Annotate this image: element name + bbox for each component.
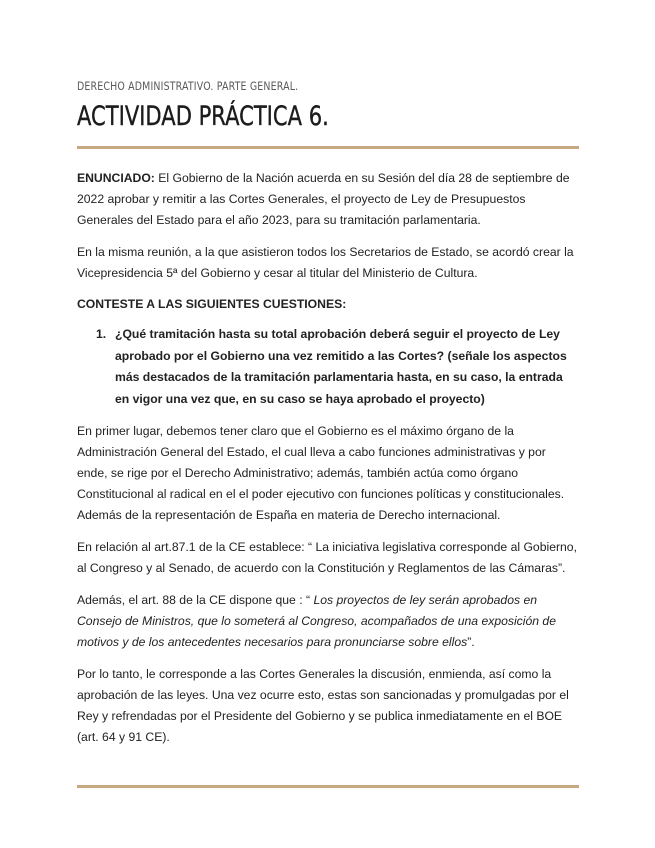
question-text: ¿Qué tramitación hasta su total aprobación deberá seguir el proyecto de Ley aprobado por el Gobierno una vez remitido a las Cortes? (señale los aspectos más destacados de la tramitación parlamentaria hasta, en su caso, la entrada en vigor una vez que, en su caso se haya aprobado el proyecto) <box>115 327 567 406</box>
answer-paragraph-1: En primer lugar, debemos tener claro que el Gobierno es el máximo órgano de la Administración General del Estado, el cual lleva a cabo funciones administrativas y por ende, se rige por el Derecho Administrativo; además, también actúa como órgano Constitucional al radical en el el poder ejecutivo con funciones políticas y constitucionales. Además de la representación de España en materia de Derecho internacional. <box>77 424 565 522</box>
answer-p3-intro: Además, el art. 88 de la CE dispone que : “ <box>77 593 314 607</box>
enunciado-paragraph <box>77 168 579 231</box>
enunciado-text: El Gobierno de la Nación acuerda en su Sesión del día 28 de septiembre de 2022 aprobar y remitir a las Cortes Generales, el proyecto de Ley de Presupuestos Generales del Estado para el año 2023, para su tramitación parlamentaria. <box>77 171 570 227</box>
footer-divider <box>77 785 579 788</box>
header-divider <box>77 146 579 149</box>
questions-heading: CONTESTE A LAS SIGUIENTES CUESTIONES: <box>77 297 347 311</box>
answer-p3-quote: Los proyectos de ley serán aprobados en Consejo de Ministros, que lo someterá al Congreso, acompañados de una exposición de motivos y de los antecedentes necesarios para pronunciarse sobre ellos <box>77 593 556 649</box>
document-subtitle: DERECHO ADMINISTRATIVO. PARTE GENERAL. <box>77 79 299 93</box>
question-number: 1. <box>96 327 107 341</box>
document-title: ACTIVIDAD PRÁCTICA 6. <box>77 101 329 132</box>
question-1 <box>77 324 579 410</box>
answer-paragraph-2: En relación al art.87.1 de la CE establece: “ La iniciativa legislativa corresponde al Gobierno, al Congreso y al Senado, de acuerdo con la Constitución y Reglamentos de las Cámaras”. <box>77 540 577 575</box>
answer-paragraph-3 <box>77 590 579 653</box>
answer-paragraph-4: Por lo tanto, le corresponde a las Cortes Generales la discusión, enmienda, así como la aprobación de las leyes. Una vez ocurre esto, estas son sancionadas y promulgadas por el Rey y refrendadas por el Presidente del Gobierno y se publica inmediatamente en el BOE (art. 64 y 91 CE). <box>77 667 569 744</box>
enunciado-label: ENUNCIADO: <box>77 171 155 185</box>
answer-p3-end: ”. <box>467 635 475 649</box>
reunion-paragraph: En la misma reunión, a la que asistieron todos los Secretarios de Estado, se acordó crear la Vicepresidencia 5ª del Gobierno y cesar al titular del Ministerio de Cultura. <box>77 245 574 280</box>
document-page <box>77 78 579 748</box>
